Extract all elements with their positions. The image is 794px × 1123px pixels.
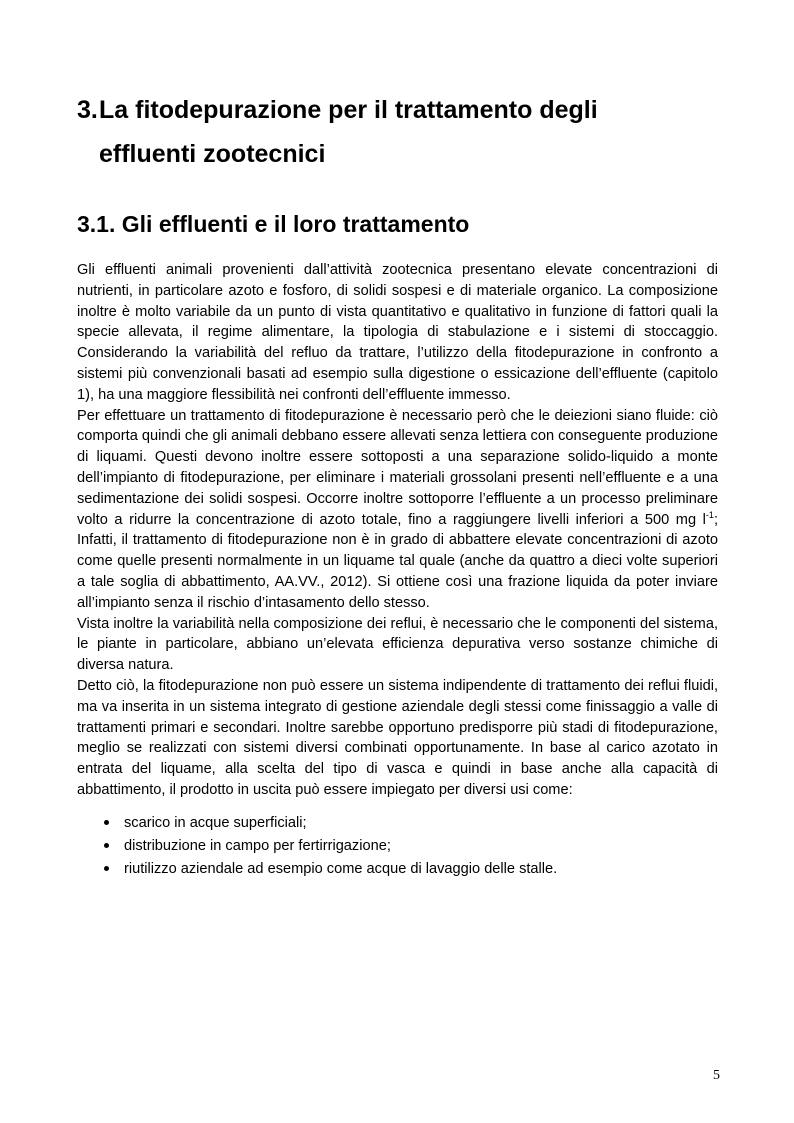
list-item-text: distribuzione in campo per fertirrigazione; (124, 837, 391, 854)
body-text (77, 260, 718, 881)
chapter-title (77, 88, 727, 176)
chapter-number: 3. (77, 96, 98, 124)
paragraph-1: Gli effluenti animali provenienti dall’attività zootecnica presentano elevate concentrazioni di nutrienti, in particolare azoto e fosforo, di solidi sospesi e di materiale organico. La composizione inoltre è molto variabile da un punto di vista quantitativo e qualitativo in funzione di fattori quali la specie allevata, il regime alimentare, la tipologia di stabulazione e i sistemi di stoccaggio. Considerando la variabilità del refluo da trattare, l’utilizzo della fitodepurazione in confronto a sistemi più convenzionali basati ad esempio sulla digestione o essicazione dell’effluente (capitolo 1), ha una maggiore flessibilità nei confronti dell’effluente immesso. (77, 262, 718, 403)
list-item-text: riutilizzo aziendale ad esempio come acque di lavaggio delle stalle. (124, 860, 558, 877)
paragraph-2-text-a: Per effettuare un trattamento di fitodepurazione è necessario però che le deiezioni siano fluide: ciò comporta quindi che gli animali debbano essere allevati senza lettiera con conseguente produzione di liquami. Questi devono inoltre essere sottoposti a una separazione solido-liquido a monte dell’impianto di fitodepurazione, per eliminare i materiali grossolani presenti nell’effluente e a una sedimentazione dei solidi sospesi. Occorre inoltre sottoporre l’effluente a un processo preliminare volto a ridurre la concentrazione di azoto totale, fino a raggiungere livelli inferiori a 500 mg l (77, 407, 718, 528)
chapter-title-line2: effluenti zootecnici (99, 140, 326, 168)
bullet-icon (104, 843, 109, 848)
bullet-icon (104, 866, 109, 871)
paragraph-2 (77, 406, 718, 614)
unit-exponent: -1 (705, 509, 714, 520)
paragraph-2-text-b: ; Infatti, il trattamento di fitodepurazione non è in grado di abbattere elevate concentrazioni di azoto come quelle presenti normalmente in un liquame tal quale (anche da quattro a dieci volte superiori a tale soglia di abbattimento, AA.VV., 2012). Si ottiene così una frazione liquida da poter inviare all’impianto senza il rischio d’intasamento dello stesso. (77, 511, 718, 611)
list-item (77, 858, 718, 881)
section-title: 3.1. Gli effluenti e il loro trattamento (77, 211, 470, 237)
list-item (77, 835, 718, 858)
list-item-text: scarico in acque superficiali; (124, 814, 307, 831)
paragraph-3: Vista inoltre la variabilità nella composizione dei reflui, è necessario che le componenti del sistema, le piante in particolare, abbiano un’elevata efficienza depurativa verso sostanze chimiche di diversa natura. (77, 615, 718, 674)
bullet-list (77, 812, 718, 881)
chapter-title-line1: La fitodepurazione per il trattamento degli (99, 96, 598, 124)
page-number: 5 (713, 1068, 720, 1083)
list-item (77, 812, 718, 835)
paragraph-4: Detto ciò, la fitodepurazione non può essere un sistema indipendente di trattamento dei reflui fluidi, ma va inserita in un sistema integrato di gestione aziendale degli stessi come finissaggio a valle di trattamenti primari e secondari. Inoltre sarebbe opportuno predisporre più stadi di fitodepurazione, meglio se realizzati con sistemi diversi combinati opportunamente. In base al carico azotato in entrata del liquame, alla scelta del tipo di vasca e quindi in base anche alla capacità di abbattimento, il prodotto in uscita può essere impiegato per diversi usi come: (77, 677, 718, 798)
bullet-icon (104, 820, 109, 825)
